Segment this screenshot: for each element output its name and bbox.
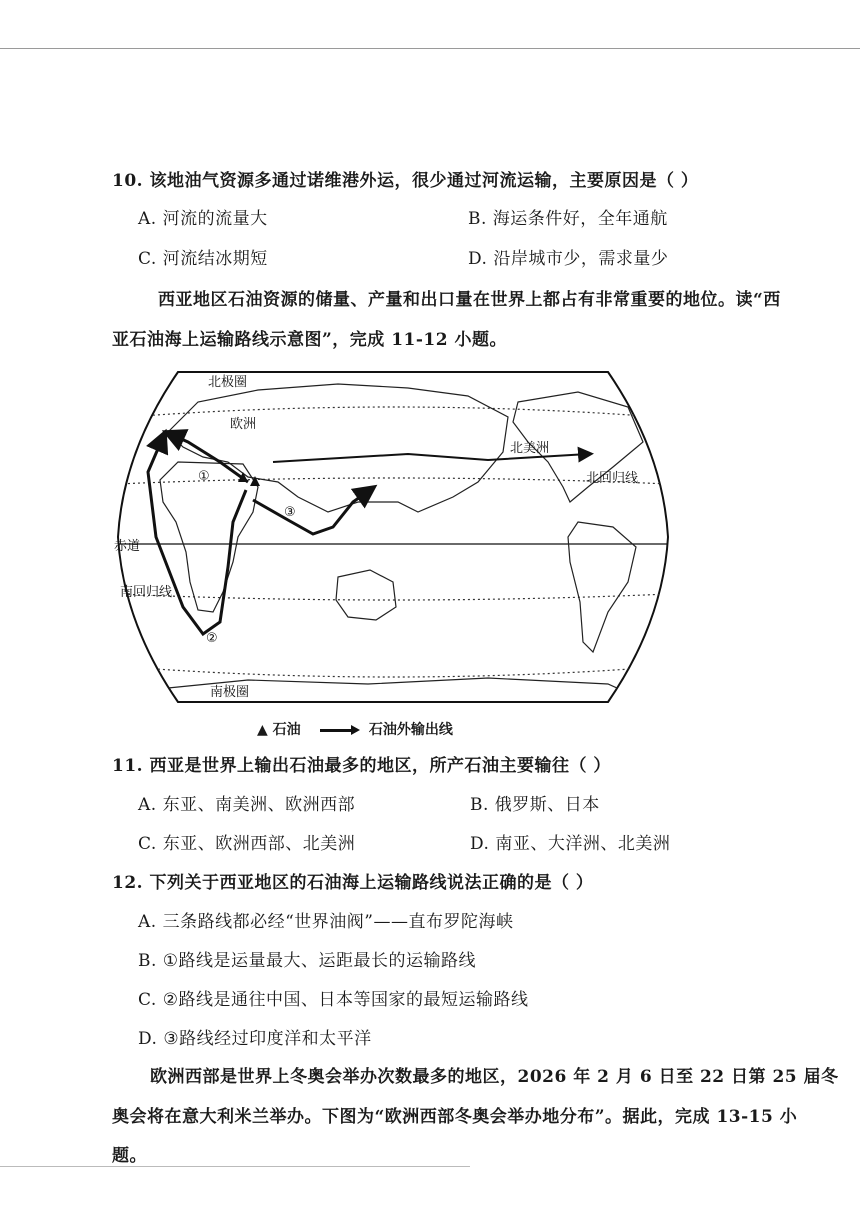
label-north-america: 北美洲: [510, 441, 550, 456]
label-antarctic-circle: 南极圈: [210, 685, 250, 700]
oil-triangle-icon: ▲: [257, 722, 268, 738]
label-route-3: ③: [284, 505, 296, 520]
label-europe: 欧洲: [230, 417, 257, 432]
label-tropic-of-capricorn: 南回归线: [120, 585, 173, 600]
q11-option-d: D. 南亚、大洋洲、北美洲: [470, 834, 671, 854]
page-top-border: [0, 48, 860, 49]
map-frame: [118, 372, 668, 702]
q11-option-a: A. 东亚、南美洲、欧洲西部: [138, 795, 356, 815]
q12-stem: 12. 下列关于西亚地区的石油海上运输路线说法正确的是（ ）: [112, 873, 594, 893]
q11-option-b: B. 俄罗斯、日本: [470, 795, 600, 815]
q12-option-b: B. ①路线是运量最大、运距最长的运输路线: [138, 951, 477, 971]
q10-option-a: A. 河流的流量大: [138, 209, 268, 229]
label-route-1: ①: [198, 469, 210, 484]
label-equator: 赤道: [114, 539, 141, 554]
q11-stem: 11. 西亚是世界上输出石油最多的地区，所产石油主要输往（ ）: [112, 756, 611, 776]
intro-13-15-line2: 奥会将在意大利米兰举办。下图为“欧洲西部冬奥会举办地分布”。据此，完成 13-15 小: [112, 1107, 798, 1127]
intro-11-12-line2: 亚石油海上运输路线示意图”，完成 11-12 小题。: [112, 330, 507, 350]
q11-option-c: C. 东亚、欧洲西部、北美洲: [138, 834, 356, 854]
west-asia-oil-route-map: [108, 362, 678, 712]
q10-option-c: C. 河流结冰期短: [138, 249, 268, 269]
q12-option-d: D. ③路线经过印度洋和太平洋: [138, 1029, 372, 1049]
arrow-right-icon: [320, 725, 360, 735]
legend-route-label: 石油外输出线: [368, 722, 453, 738]
intro-11-12-line1: 西亚地区石油资源的储量、产量和出口量在世界上都占有非常重要的地位。读“西: [158, 290, 781, 310]
map-legend-oil: [257, 719, 301, 739]
label-route-2: ②: [206, 631, 218, 646]
label-arctic-circle: 北极圈: [208, 375, 248, 390]
intro-13-15-line1: 欧洲西部是世界上冬奥会举办次数最多的地区，2026 年 2 月 6 日至 22 日第 25 届冬: [150, 1067, 839, 1087]
q12-option-c: C. ②路线是通往中国、日本等国家的最短运输路线: [138, 990, 529, 1010]
label-tropic-of-cancer: 北回归线: [586, 471, 639, 486]
map-legend-route: [320, 719, 453, 739]
q10-option-b: B. 海运条件好，全年通航: [468, 209, 668, 229]
q10-option-d: D. 沿岸城市少，需求量少: [468, 249, 669, 269]
legend-oil-label: 石油: [272, 722, 301, 738]
q12-option-a: A. 三条路线都必经“世界油阀”——直布罗陀海峡: [138, 912, 514, 932]
page-bottom-rule: [0, 1166, 470, 1167]
q10-stem: 10. 该地油气资源多通过诺维港外运，很少通过河流运输，主要原因是（ ）: [112, 171, 699, 191]
intro-13-15-line3: 题。: [112, 1146, 147, 1166]
